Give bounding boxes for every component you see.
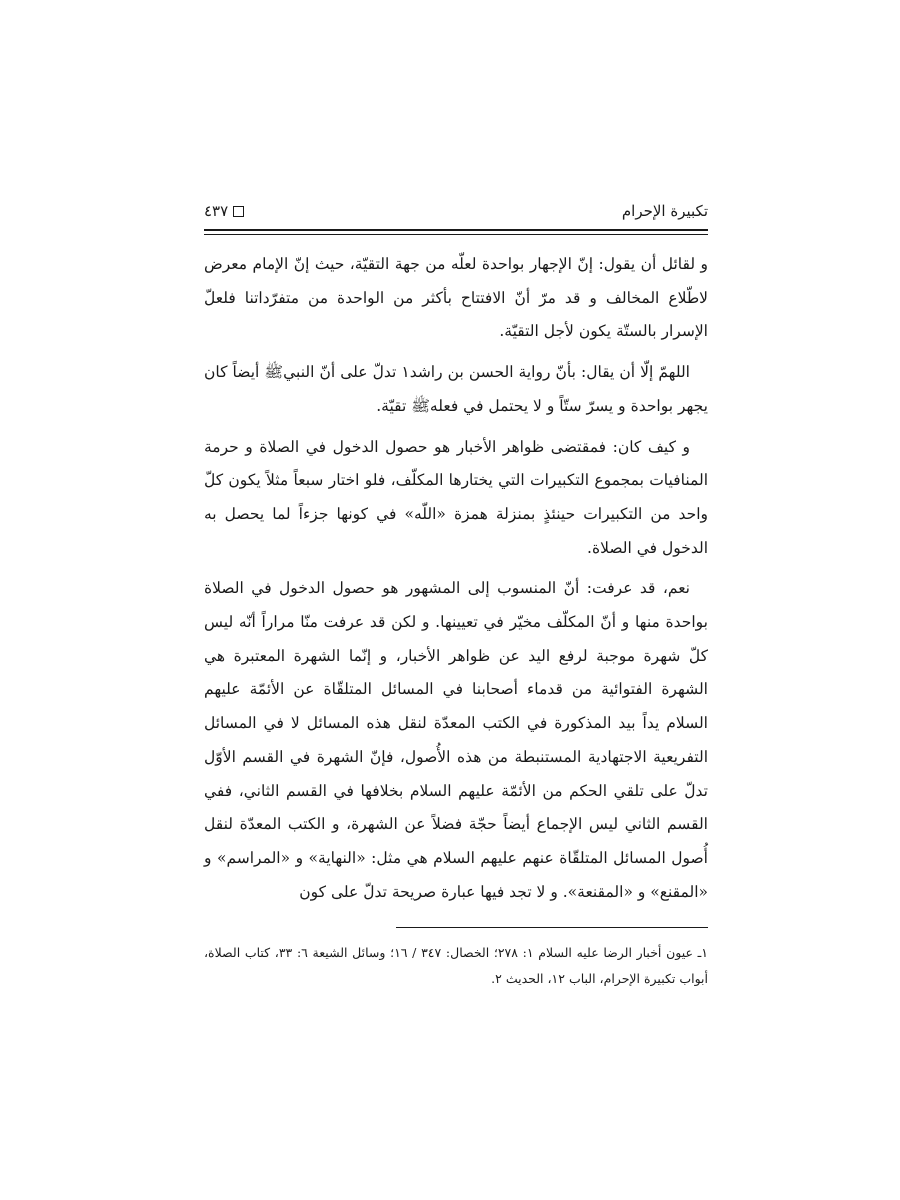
paragraph: و كيف كان: فمقتضى ظواهر الأخبار هو حصول الدخول في الصلاة و حرمة المنافيات بمجموع التكبيرات التي يختارها المكلّف، فلو اختار سبعاً مثلاً يكون كلّ واحد من التكبيرات حينئذٍ بمنزلة همزة «اللّه» في كونها جزءاً لما يحصل به الدخول في الصلاة. [204, 437, 708, 557]
header-rule-thick [204, 229, 708, 231]
header-rule-thin [204, 234, 708, 235]
main-text [204, 248, 708, 916]
footnote-1: ١ـ عيون أخبار الرضا عليه السلام ١: ٢٧٨؛ الخصال: ٣٤٧ / ١٦؛ وسائل الشيعة ٦: ٣٣، كتاب الصلاة، أبواب تكبيرة الإحرام، الباب ١٢، الحديث ٢. [204, 945, 708, 986]
square-bullet-icon [233, 206, 244, 217]
paragraph: و لقائل أن يقول: إنّ الإجهار بواحدة لعلّه من جهة التقيّة، حيث إنّ الإمام معرض لاطّلاع المخالف و قد مرّ أنّ الافتتاح بأكثر من الواحدة من متفرّداتنا فلعلّ الإسرار بالستّة يكون لأجل التقيّة. [204, 255, 708, 341]
paragraph: نعم، قد عرفت: أنّ المنسوب إلى المشهور هو حصول الدخول في الصلاة بواحدة منها و أنّ المكلّف مخيّر في تعيينها. و لكن قد عرفت منّا مراراً أنّه ليس كلّ شهرة موجبة لرفع اليد عن ظواهر الأخبار، و إنّما الشهرة المعتبرة هي الشهرة الفتوائية من قدماء أصحابنا في المسائل المتلقّاة عن الأئمّة عليهم السلام يداً بيد المذكورة في الكتب المعدّة لنقل هذه المسائل لا في المسائل التفريعية الاجتهادية المستنبطة من هذه الأُصول، فإنّ الشهرة في القسم الأوّل تدلّ على تلقي الحكم من الأئمّة عليهم السلام بخلافها في القسم الثاني، ففي القسم الثاني ليس الإجماع أيضاً حجّة فضلاً عن الشهرة، و الكتب المعدّة لنقل أُصول المسائل المتلقّاة عنهم عليهم السلام هي مثل: «النهاية» و «المراسم» و «المقنع» و «المقنعة». و لا تجد فيها عبارة صريحة تدلّ على كون [204, 579, 708, 901]
running-header [204, 198, 708, 228]
paragraph: اللهمّ إلّا أن يقال: بأنّ رواية الحسن بن راشد١ تدلّ على أنّ النبيﷺ أيضاً كان يجهر بواحدة و يسرّ ستّاً و لا يحتمل في فعلهﷺ تقيّة. [204, 363, 708, 415]
footnote-section [204, 940, 708, 992]
page-number-block [204, 202, 244, 220]
running-title: تكبيرة الإحرام [621, 202, 708, 220]
footnote-separator [396, 927, 708, 928]
page-number: ٤٣٧ [204, 202, 229, 220]
